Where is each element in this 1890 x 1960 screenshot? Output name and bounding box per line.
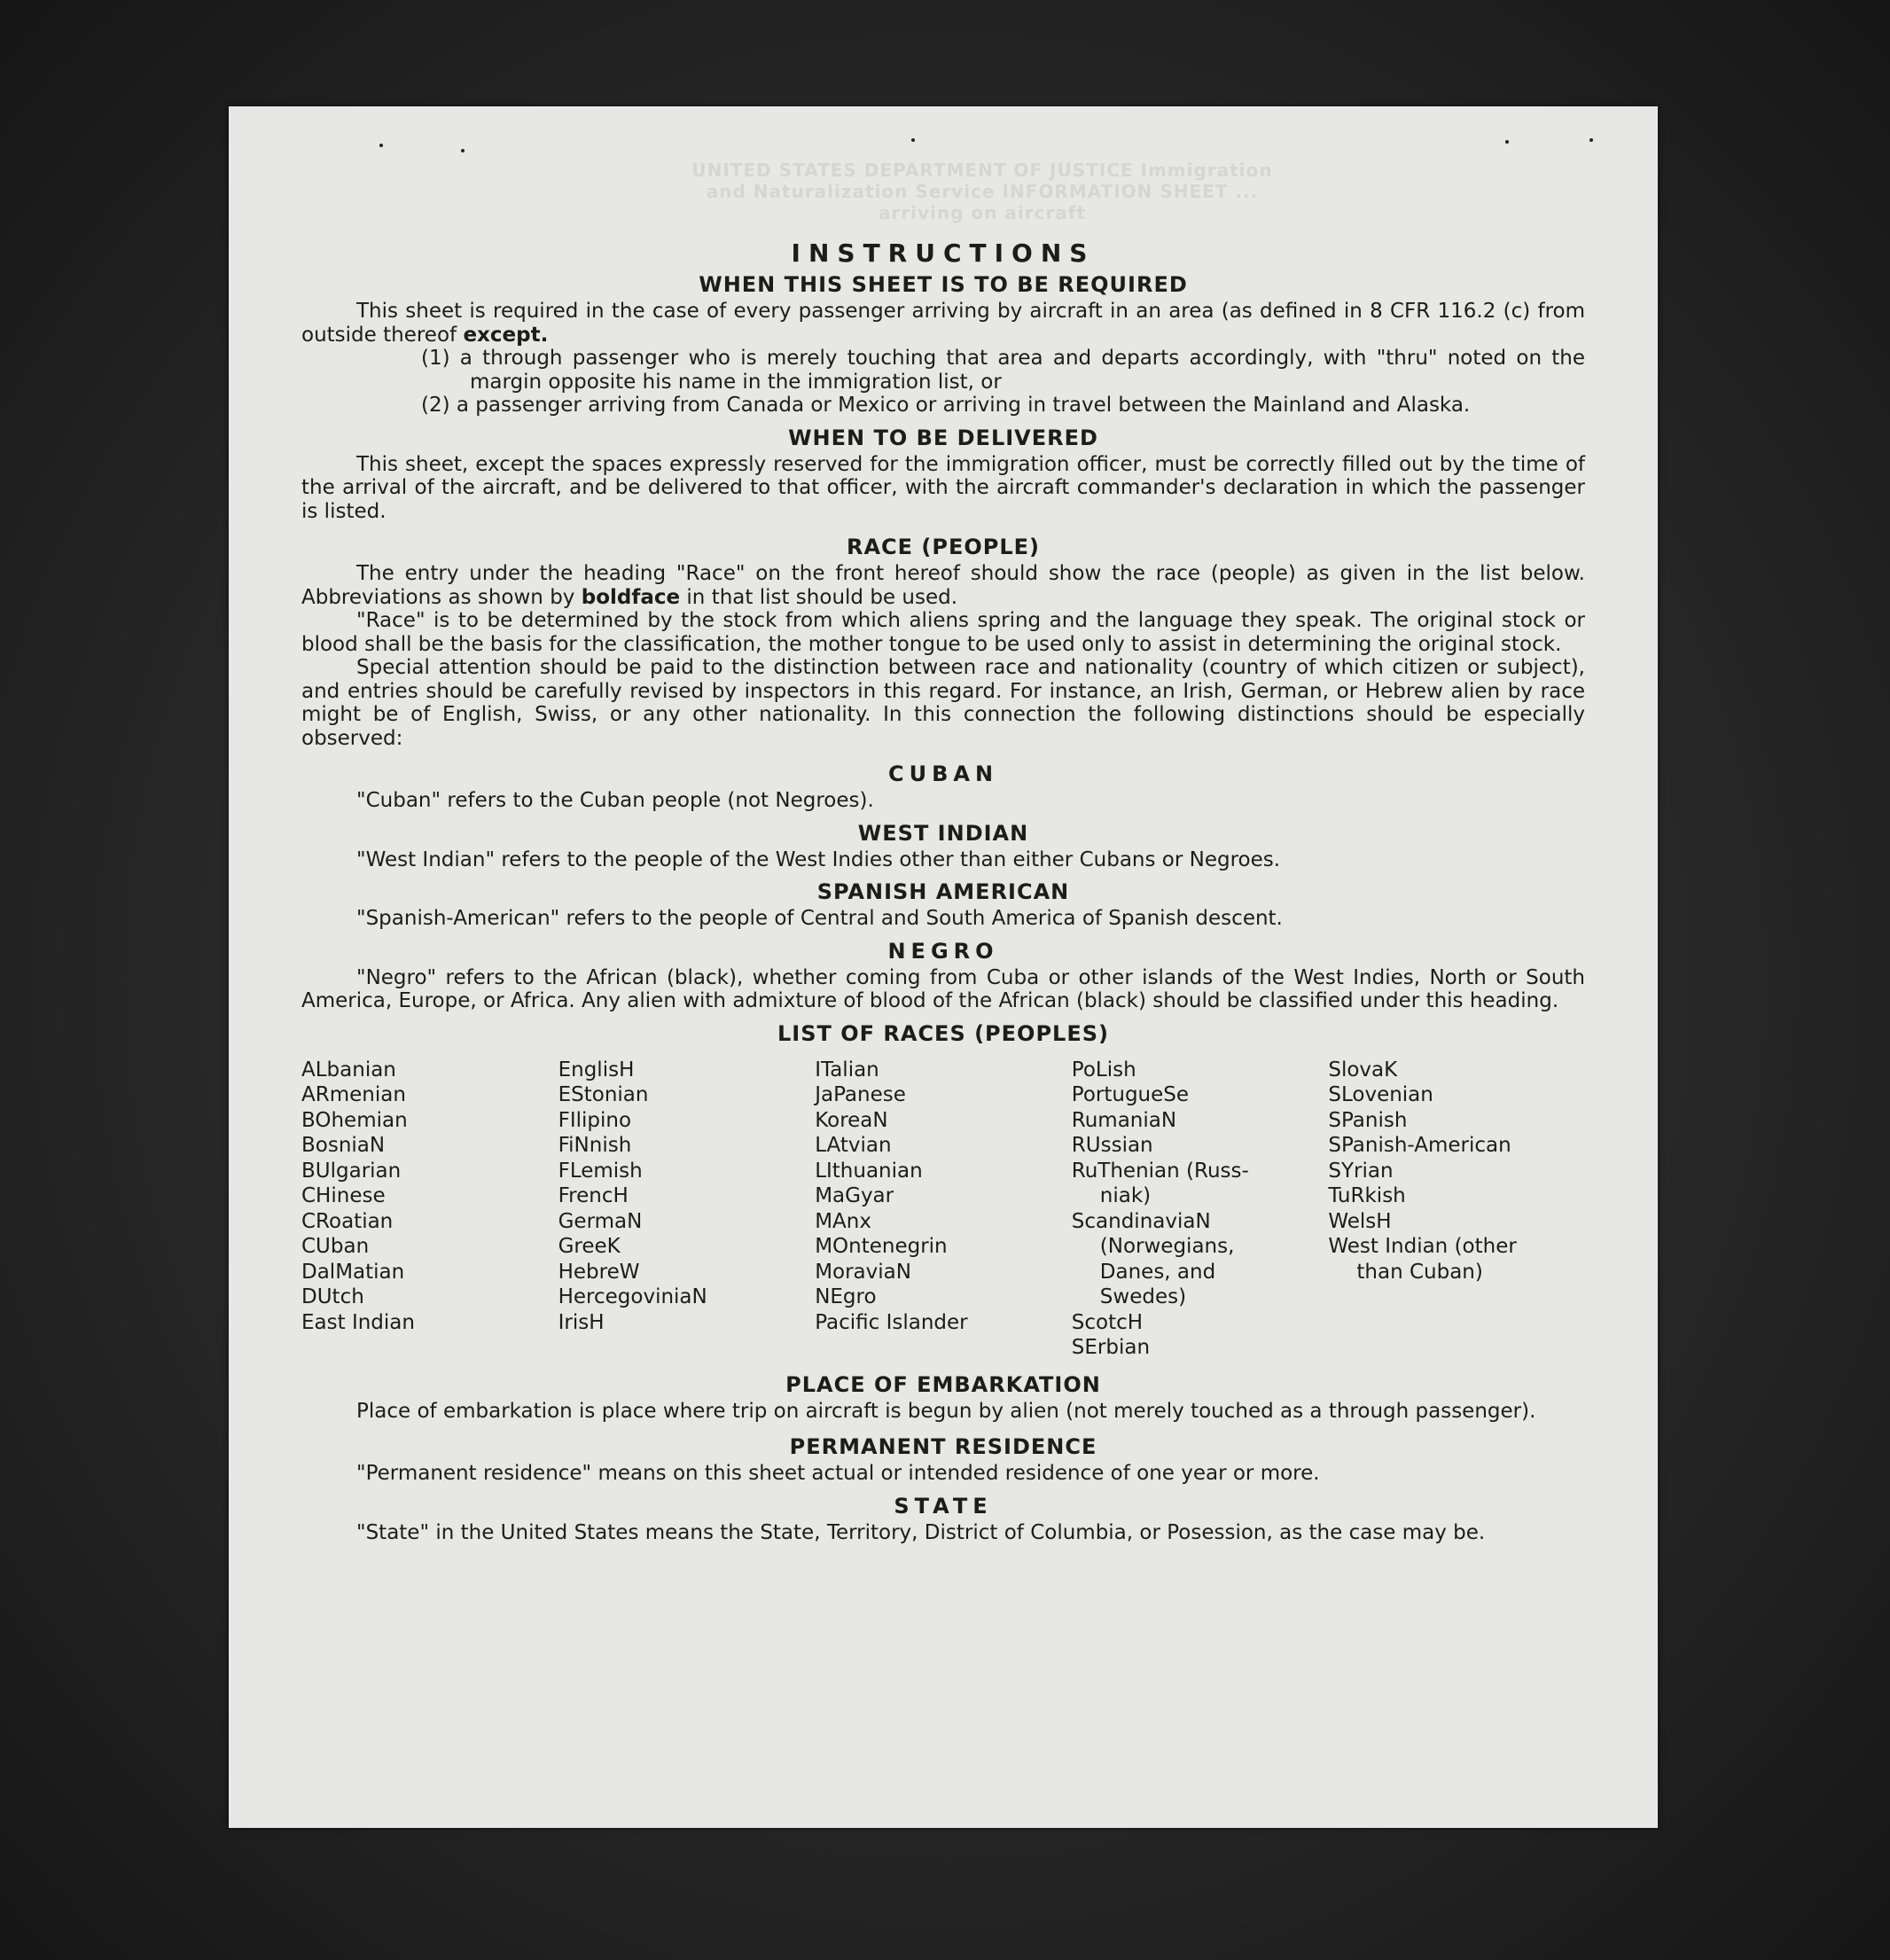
paragraph-state: "State" in the United States means the State, Territory, District of Columbia, or Posession, as the case may be. (356, 1520, 1486, 1544)
race-item-continued: niak) (1099, 1184, 1152, 1207)
speck (911, 138, 915, 142)
heading-embarkation: PLACE OF EMBARKATION (785, 1371, 1101, 1397)
race-item: CHinese (301, 1184, 386, 1207)
heading-state: STATE (894, 1493, 993, 1519)
race-item: EStonian (558, 1083, 649, 1106)
race-column-3 (815, 1058, 1072, 1361)
paragraph-when-delivered: This sheet, except the spaces expressly reserved for the immigration officer, must be correctly filled out by the time of the arrival of the aircraft, and be delivered to that officer, with the aircraft commander's declaration in which the passenger is listed. (301, 452, 1585, 523)
paragraph-spanish-american: "Spanish-American" refers to the people of Central and South America of Spanish descent. (356, 907, 1283, 930)
heading-cuban: CUBAN (887, 761, 999, 786)
race-item: BosniaN (301, 1134, 386, 1157)
paragraph-embarkation: Place of embarkation is place where trip on aircraft is begun by alien (not merely touched as a through passenger). (356, 1399, 1536, 1423)
race-item: MaGyar (815, 1184, 894, 1207)
race-item: PoLish (1071, 1058, 1136, 1082)
race-item: GermaN (558, 1209, 643, 1233)
race-item: GreeK (558, 1235, 621, 1258)
race-item: LAtvian (815, 1134, 892, 1157)
race-item: FiNnish (558, 1134, 632, 1157)
race-item-note: Danes, and (1099, 1260, 1216, 1284)
race-item: PortugueSe (1071, 1083, 1190, 1106)
race-item: SLovenian (1328, 1083, 1433, 1106)
race-item: CUban (301, 1235, 370, 1258)
speck (461, 149, 465, 152)
race-item: FLemish (558, 1159, 643, 1183)
race-item: ITalian (815, 1058, 879, 1082)
paragraph-race-2: "Race" is to be determined by the stock from which aliens spring and the language they speak. The original stock or blood shall be the basis for the classification, the mother tongue to be used only to assist in determining the original stock. (301, 609, 1585, 656)
heading-race: RACE (PEOPLE) (846, 535, 1041, 559)
race-item: BOhemian (301, 1108, 408, 1132)
race-item: MoraviaN (815, 1260, 911, 1284)
race-item: HercegoviniaN (558, 1285, 707, 1308)
speck (1505, 140, 1509, 144)
text: This sheet is required in the case of every passenger arriving by aircraft in an area (as defined in 8 CFR 116.2 (c) from outside thereof (301, 300, 1585, 347)
heading-negro: NEGRO (887, 938, 999, 964)
bleed-through-text: UNITED STATES DEPARTMENT OF JUSTICE Immigration and Naturalization Service INFORMATION SHEET ... arriving on aircraft (691, 160, 1273, 223)
heading-when-required: WHEN THIS SHEET IS TO BE REQUIRED (699, 272, 1188, 297)
race-item: BUlgarian (301, 1159, 402, 1183)
race-column-4 (1072, 1058, 1329, 1361)
race-item: JaPanese (815, 1083, 906, 1106)
instructions-content (301, 238, 1585, 1544)
race-item: RumaniaN (1071, 1108, 1177, 1132)
race-item: ALbanian (301, 1058, 396, 1082)
race-item: TuRkish (1328, 1184, 1406, 1207)
race-item: West Indian (other (1328, 1235, 1517, 1258)
race-item: WelsH (1328, 1209, 1392, 1233)
bold-text: boldface (581, 585, 681, 609)
paragraph-race-3: Special attention should be paid to the distinction between race and nationality (country of which citizen or subject), and entries should be carefully revised by inspectors in this regard. For instance, an Irish, German, or Hebrew alien by race might be of English, Swiss, or any other nationality. In this connection the following distinctions should be especially observed: (301, 656, 1585, 750)
heading-list-of-races: LIST OF RACES (PEOPLES) (777, 1020, 1109, 1046)
race-item: CRoatian (301, 1209, 394, 1233)
paragraph-race-1 (301, 562, 1585, 609)
list-item-2: (2) a passenger arriving from Canada or Mexico or arriving in travel between the Mainland and Alaska. (421, 394, 1471, 417)
text: The entry under the heading "Race" on the front hereof should show the race (people) as given in the list below. Abbreviations as shown by (301, 562, 1585, 609)
race-item: East Indian (301, 1310, 415, 1334)
race-item: SYrian (1328, 1159, 1394, 1183)
race-item: EnglisH (558, 1058, 635, 1082)
race-column-5 (1328, 1058, 1585, 1361)
race-item: SlovaK (1328, 1058, 1398, 1082)
race-item: SPanish (1328, 1108, 1408, 1132)
race-item: MAnx (815, 1209, 871, 1233)
race-item: RUssian (1071, 1134, 1153, 1157)
bold-text: except. (463, 323, 549, 347)
race-list (301, 1058, 1585, 1361)
race-column-2 (558, 1058, 816, 1361)
race-item-note: Swedes) (1099, 1285, 1187, 1308)
document-page (229, 106, 1658, 1828)
race-item: SPanish-American (1328, 1134, 1511, 1157)
paragraph-west-indian: "West Indian" refers to the people of the West Indies other than either Cubans or Negroes. (356, 847, 1281, 871)
race-item: DalMatian (301, 1260, 405, 1284)
paragraph-negro: "Negro" refers to the African (black), whether coming from Cuba or other islands of the West Indies, North or South America, Europe, or Africa. Any alien with admixture of blood of the African (black) should be classified under this heading. (301, 965, 1585, 1012)
page-title: INSTRUCTIONS (791, 238, 1096, 268)
list-item-1: (1) a through passenger who is merely touching that area and departs accordingly, with "thru" noted on the margin opposite his name in the immigration list, or (421, 347, 1585, 394)
race-item: ScotcH (1071, 1310, 1144, 1334)
heading-spanish-american: SPANISH AMERICAN (816, 879, 1070, 904)
race-item: DUtch (301, 1285, 364, 1308)
race-item: LIthuanian (815, 1159, 923, 1183)
race-item: Pacific Islander (815, 1310, 968, 1334)
race-item: MOntenegrin (815, 1235, 948, 1258)
race-column-1 (301, 1058, 558, 1361)
paragraph-when-required (301, 300, 1585, 347)
race-item-continued: than Cuban) (1356, 1260, 1483, 1284)
speck (379, 144, 383, 147)
race-item: FIlipino (558, 1108, 632, 1132)
race-item: FrencH (558, 1184, 629, 1207)
paragraph-permanent-residence: "Permanent residence" means on this sheet actual or intended residence of one year or more. (356, 1462, 1320, 1485)
race-item: NEgro (815, 1285, 877, 1308)
speck (1589, 138, 1593, 142)
heading-west-indian: WEST INDIAN (857, 820, 1029, 846)
race-item: RuThenian (Russ- (1071, 1159, 1249, 1183)
race-item: KoreaN (815, 1108, 888, 1132)
race-item: HebreW (558, 1260, 640, 1284)
heading-when-delivered: WHEN TO BE DELIVERED (788, 425, 1098, 450)
race-item-note: (Norwegians, (1099, 1235, 1235, 1258)
race-item: ScandinaviaN (1071, 1209, 1211, 1233)
race-item: SErbian (1071, 1336, 1151, 1359)
paragraph-cuban: "Cuban" refers to the Cuban people (not Negroes). (356, 789, 874, 812)
text: in that list should be used. (686, 585, 958, 609)
race-item: IrisH (558, 1310, 605, 1334)
heading-permanent-residence: PERMANENT RESIDENCE (789, 1434, 1097, 1459)
race-item: ARmenian (301, 1083, 406, 1106)
